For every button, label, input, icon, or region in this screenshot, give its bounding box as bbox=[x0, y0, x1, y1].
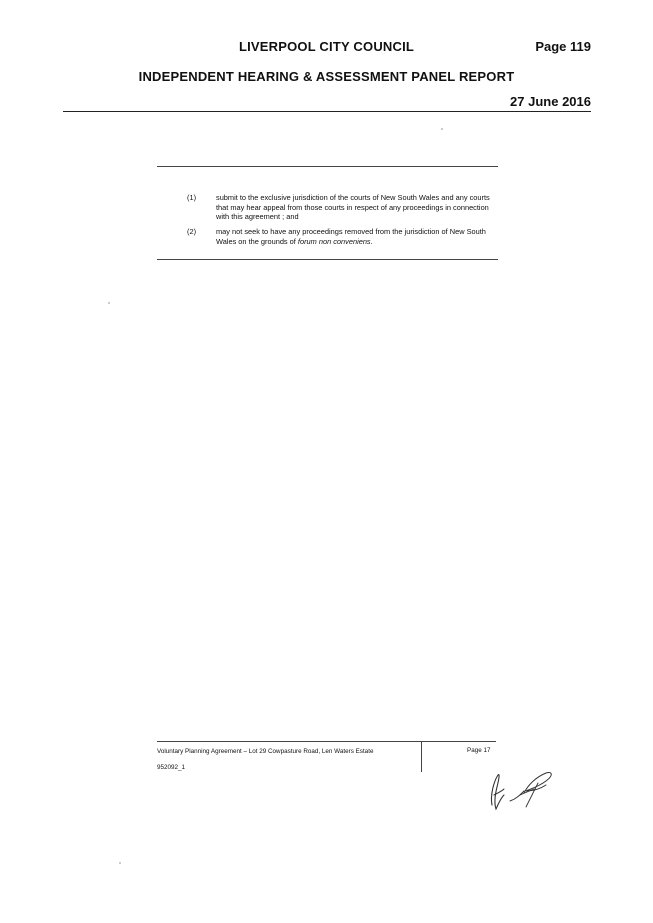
scan-speck bbox=[108, 302, 110, 304]
clause-text-end: . bbox=[370, 236, 373, 246]
scan-speck bbox=[441, 128, 443, 130]
footer-column-divider bbox=[421, 741, 422, 772]
clause-text bbox=[216, 227, 501, 246]
clause-text-italic: forum non conveniens bbox=[297, 236, 371, 246]
clause-bottom-rule bbox=[157, 259, 498, 260]
clause-top-rule bbox=[157, 166, 498, 167]
clause-number: (2) bbox=[187, 227, 197, 236]
footer-title: Voluntary Planning Agreement – Lot 29 Cowpasture Road, Len Waters Estate bbox=[157, 748, 374, 755]
footer-divider bbox=[157, 741, 496, 742]
header-page-number: Page 119 bbox=[535, 39, 591, 54]
signature-initials bbox=[480, 765, 560, 815]
report-date: 27 June 2016 bbox=[510, 94, 591, 109]
clause-number: (1) bbox=[187, 193, 197, 202]
header-divider bbox=[63, 111, 591, 112]
scan-speck bbox=[119, 862, 121, 864]
clause-text: submit to the exclusive jurisdiction of the courts of New South Wales and any courts that may hear appeal from those courts in respect of any proceedings in connection with this agreement ; and bbox=[216, 193, 490, 222]
footer-reference: 952092_1 bbox=[157, 764, 186, 771]
council-name: LIVERPOOL CITY COUNCIL bbox=[238, 39, 415, 54]
footer-page-number: Page 17 bbox=[467, 747, 491, 754]
clause-text-lead: may not seek to have any proceedings removed from the jurisdiction of New South Wales on the grounds of bbox=[216, 227, 486, 246]
report-title: INDEPENDENT HEARING & ASSESSMENT PANEL REPORT bbox=[138, 69, 515, 84]
